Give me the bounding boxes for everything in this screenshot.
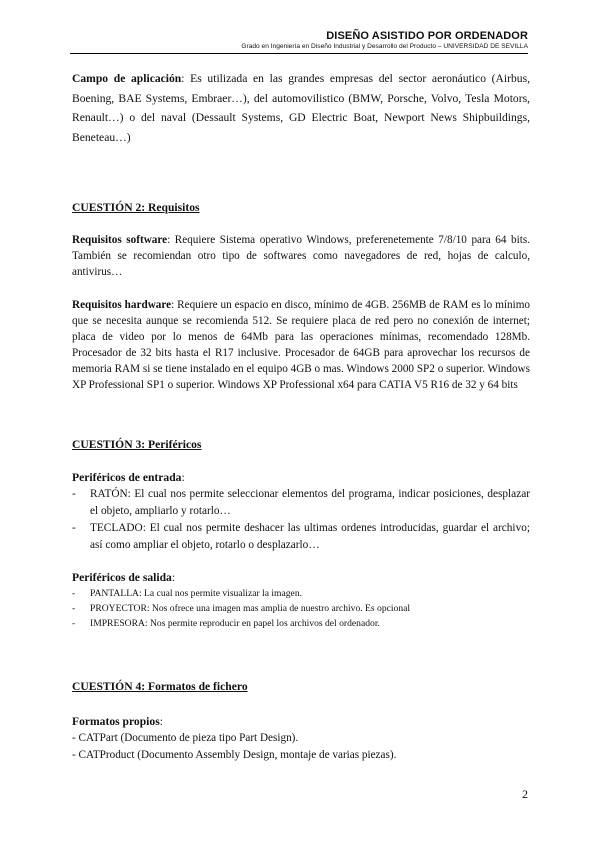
campo-aplicacion-label: Campo de aplicación: [72, 72, 182, 85]
perifericos-salida-list: [72, 586, 530, 631]
perifericos-salida-colon: :: [171, 571, 176, 584]
list-item-text: TECLADO: El cual nos permite deshacer las ultimas ordenes introducidas, guardar el archivo; así como ampliar el objeto, rotarlo o desplazarlo…: [90, 522, 530, 551]
list-dash: -: [72, 588, 76, 599]
list-item: - CATProduct (Documento Assembly Design, montaje de varias piezas).: [72, 748, 397, 761]
list-item-text: RATÓN: El cual nos permite seleccionar elementos del programa, indicar posiciones, desplazar el objeto, ampliarlo y rotarlo…: [90, 488, 530, 517]
list-dash: -: [72, 488, 76, 500]
formatos-propios-colon: :: [159, 714, 163, 728]
section-heading-perifericos: CUESTIÓN 3: Periféricos: [72, 437, 202, 451]
list-item: [72, 586, 530, 601]
section-heading-formatos: CUESTIÓN 4: Formatos de fichero: [72, 680, 248, 693]
perifericos-entrada-label: Periféricos de entrada: [72, 471, 182, 484]
list-item: [72, 616, 530, 631]
requisitos-hardware-paragraph: [72, 297, 530, 393]
header-subtitle: Grado en Ingeniería en Diseño Industrial y Desarrollo del Producto – UNIVERSIDAD DE SEVILLA: [241, 43, 528, 50]
list-item-text: PANTALLA: La cual nos permite visualizar la imagen.: [90, 588, 303, 599]
perifericos-entrada-list: [72, 486, 530, 554]
page-number: 2: [522, 787, 528, 801]
list-item: - CATPart (Documento de pieza tipo Part Design).: [72, 731, 299, 744]
formatos-propios-heading: [72, 714, 530, 730]
campo-aplicacion-paragraph: [72, 69, 530, 147]
list-item-text: IMPRESORA: Nos permite reproducir en papel los archivos del ordenador.: [90, 618, 380, 629]
requisitos-software-text: : Requiere Sistema operativo Windows, preferenetemente 7/8/10 para 64 bits. También se recomiendan otro tipo de softwares como navegadores de red, hojas de calculo, antivirus…: [72, 233, 530, 278]
list-item: [72, 520, 530, 554]
requisitos-hardware-text: : Requiere un espacio en disco, mínimo de 4GB. 256MB de RAM es lo mínimo que se necesita aunque se recomienda 512. Se requiere placa de red pero no conexión de internet; placa de video por lo menos de 64Mb para las operaciones mínimas, recomendado 128Mb. Procesador de 32 bits hasta el R17 inclusive. Procesador de 64GB para aprovechar los recursos de memoria RAM si se tiene instalado en el equipo 4GB o mas. Windows 2000 SP2 o superior. Windows XP Professional SP1 o superior. Windows XP Professional x64 para CATIA V5 R16 de 32 y 64 bits: [72, 298, 530, 391]
requisitos-software-label: Requisitos software: [72, 233, 168, 246]
perifericos-entrada-colon: :: [181, 471, 185, 484]
perifericos-salida-label: Periféricos de salida: [72, 571, 172, 584]
document-body: [72, 69, 530, 764]
list-item-text: PROYECTOR: Nos ofrece una imagen mas amplia de nuestro archivo. Es opcional: [90, 603, 411, 614]
header-rule: [70, 53, 528, 54]
perifericos-entrada-heading: [72, 470, 530, 486]
requisitos-hardware-label: Requisitos hardware: [72, 298, 172, 311]
page-header: [70, 30, 528, 54]
header-title: DISEÑO ASISTIDO POR ORDENADOR: [326, 30, 528, 42]
campo-aplicacion-text: : Es utilizada en las grandes empresas del sector aeronáutico (Airbus, Boening, BAE Systems, Embraer…), del automovilistico (BMW, Porsche, Volvo, Tesla Motors, Renault…) o del naval (Dessault Systems, GD Electric Boat, Newport News Shipbuildings, Beneteau…): [72, 72, 530, 144]
requisitos-software-paragraph: [72, 232, 530, 280]
list-dash: -: [72, 522, 76, 534]
section-heading-requisitos: CUESTIÓN 2: Requisitos: [72, 201, 200, 214]
list-item: [72, 486, 530, 520]
perifericos-salida-heading: [72, 570, 530, 586]
list-dash: -: [72, 618, 76, 629]
formatos-propios-label: Formatos propios: [72, 714, 160, 728]
list-item: [72, 601, 530, 616]
list-dash: -: [72, 603, 76, 614]
formatos-list: [72, 730, 530, 764]
